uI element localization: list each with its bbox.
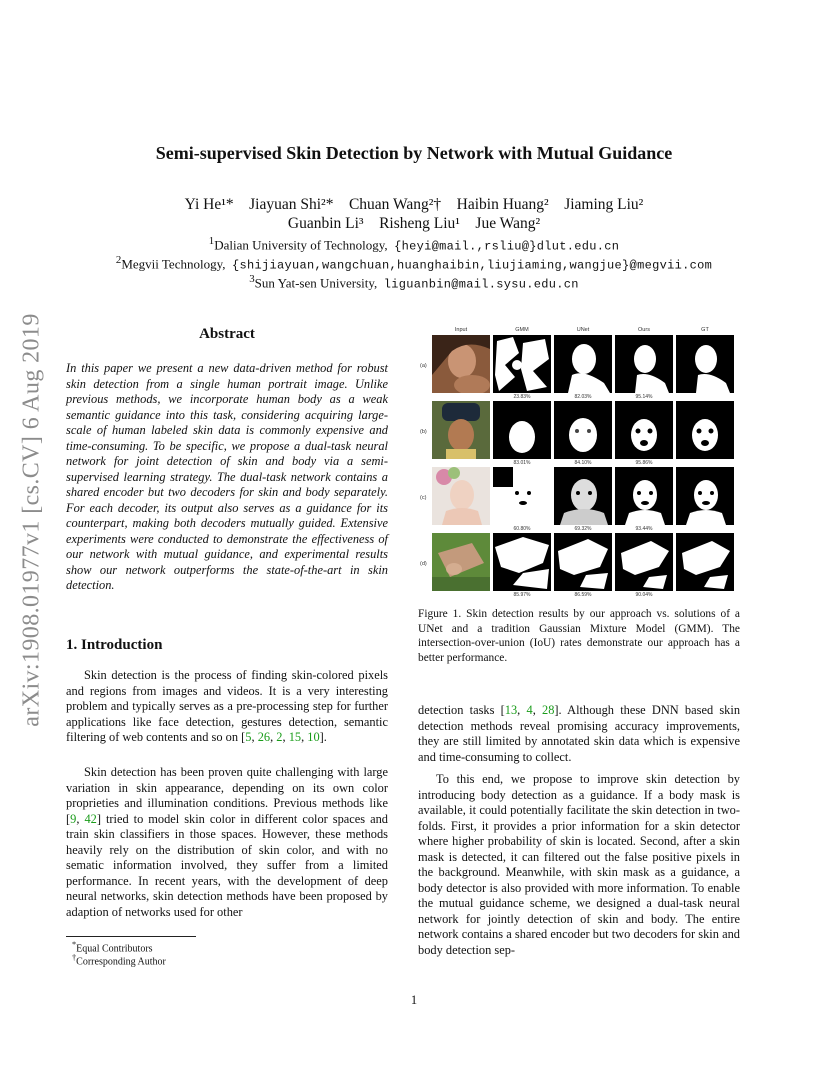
figure-1 (420, 325, 742, 605)
gt-mask (676, 467, 734, 525)
figure-caption: Figure 1. Skin detection results by our approach vs. solutions of a UNet and a tradition Gaussian Mixture Model (GMM). The intersection-over-union (IoU) rates demonstrate our approach has a better performance. (418, 608, 740, 664)
citation-link[interactable]: 10 (307, 730, 320, 744)
intro-paragraph-4: To this end, we propose to improve skin detection by introducing body detection as a guidance. If a body mask is available, it could potentially facilitate the skin detection in two-folds. First, it provides a prior information for a skin detector where higher probability of skin is located. Second, after a skin mask is detected, it can filtered out the false positive pixels in the background. Meanwhile, with skin mask as a guidance, a body detector is also provided with more information. To enable the mutual guidance scheme, we designed a dual-task neural network for jointly detection of skin and body. The entire network contains a shared encoder but two decoders for skin and body detection sep- (418, 772, 740, 957)
gmm-mask (493, 533, 551, 591)
ours-mask (615, 533, 673, 591)
intro-paragraph-2: Skin detection has been proven quite challenging with large variation in skin appearance, depending on its own color proprieties and illumination conditions. Previous methods like [9, 42] tried to model skin color in different color spaces and train skin classifiers in those spaces. However, these methods heavily rely on the distribution of skin color, and with no sematic information involved, they suffer from a limited performance. In recent years, with the development of deep neural networks, skin detection methods have been proposed by adaption of networks used for other (66, 765, 388, 919)
citation-link[interactable]: 5 (245, 730, 252, 744)
ours-mask (615, 335, 673, 393)
gmm-mask (493, 467, 551, 525)
citation-link[interactable]: 4 (526, 703, 533, 717)
iou-value: 84.10% (574, 460, 592, 466)
paragraph-text: ] tried to model skin color in different color spaces and train skin classifiers in those spaces. However, these methods heavily rely on the distribution of skin color, and with no sematic information involved, they suffer from a limited performance. In recent years, with the development of deep neural networks, skin detection methods have been proposed by adaption of networks used for other (66, 811, 388, 919)
iou-value: 95.86% (635, 460, 653, 466)
affiliation-name: Sun Yat-sen University, (254, 275, 378, 291)
iou-value: 82.03% (574, 394, 592, 400)
gt-mask (676, 335, 734, 393)
affiliation-3 (0, 273, 828, 291)
footnote-divider (66, 936, 196, 937)
unet-mask (554, 467, 612, 525)
affiliation-sup: 3 (249, 273, 255, 285)
footnote-text: Corresponding Author (76, 956, 166, 968)
intro-paragraph-3: detection tasks [13, 4, 28]. Although these DNN based skin detection methods reveal promising accuracy improvements, they are still limited by annotated skin data which is expensive and time-consuming to collect. (418, 703, 741, 764)
column-label: UNet (576, 327, 590, 333)
row-label: (a) (420, 363, 427, 369)
footnote-symbol: * (72, 940, 77, 949)
unet-mask (554, 533, 612, 591)
row-label: (b) (420, 429, 427, 435)
input-photo (432, 335, 490, 393)
paper-title: Semi-supervised Skin Detection by Network with Mutual Guidance (155, 143, 673, 163)
abstract-heading: Abstract (199, 326, 255, 342)
iou-value: 95.14% (635, 394, 653, 400)
column-label: Input (454, 327, 468, 333)
row-label: (c) (420, 495, 427, 501)
iou-value: 23.83% (513, 394, 531, 400)
unet-mask (554, 335, 612, 393)
unet-mask (554, 401, 612, 459)
iou-value: 83.01% (513, 460, 531, 466)
paragraph-text: Skin detection has been proven quite challenging with large variation in skin appearance, depending on its own color proprieties and illumination conditions. Previous methods like [ (66, 765, 388, 826)
column-label: GT (701, 327, 709, 333)
affiliation-1 (0, 235, 828, 253)
paragraph-text: ]. Although these DNN based skin detection methods reveal promising accuracy improvements, they are still limited by annotated skin data which is expensive and time-consuming to collect. (418, 703, 741, 764)
iou-value: 69.32% (574, 526, 592, 532)
input-photo (432, 467, 490, 525)
iou-value: 93.44% (635, 526, 653, 532)
citation-link[interactable]: 26 (257, 730, 271, 744)
gt-mask (676, 533, 734, 591)
affiliation-email: {heyi@mail.,rsliu@}dlut.edu.cn (394, 239, 620, 254)
gt-mask (676, 401, 734, 459)
page-number: 1 (410, 993, 418, 1007)
iou-value: 90.04% (635, 592, 653, 598)
iou-value: 86.59% (574, 592, 592, 598)
intro-paragraph-1: Skin detection is the process of finding skin-colored pixels and regions from images and videos. It is a very interesting problem and typically serves as a pre-processing step for further applications like face detection, gestures detection, semantic filtering of web contents and so on [5, 26, 2, 15, 10]. (66, 668, 388, 744)
paragraph-text: ]. (319, 730, 327, 744)
iou-value: 60.80% (513, 526, 531, 532)
gmm-mask (493, 401, 551, 459)
ours-mask (615, 467, 673, 525)
gmm-mask (493, 335, 551, 393)
affiliation-sup: 1 (208, 235, 215, 247)
column-label: GMM (515, 327, 529, 333)
affiliation-name: Dalian University of Technology, (214, 237, 388, 253)
citation-link[interactable]: 9 (70, 811, 77, 826)
citation-link[interactable]: 42 (84, 811, 97, 826)
input-photo (432, 533, 490, 591)
paragraph-text: detection tasks [ (418, 703, 505, 717)
row-label: (d) (420, 561, 427, 567)
affiliation-email: liguanbin@mail.sysu.edu.cn (383, 277, 579, 292)
affiliation-2 (0, 254, 828, 272)
footnote-corresponding-author (72, 953, 166, 967)
abstract-text: In this paper we present a new data-driven method for robust skin detection from a single human portrait image. Unlike previous methods, we incorporate human body as a weak semantic guidance into this task, considering acquiring large-scale of human labeled skin data is commonly expensive and time-consuming. To be specific, we propose a dual-task neural network for joint detection of skin and body via a semi-supervised learning strategy. The dual-task network contains a shared encoder but two decoders for skin and body separately. For each decoder, its output also serves as a guidance for its counterpart, making both decoders mutually guided. Extensive experiments were conducted to demonstrate the effectiveness of our network with mutual guidance, and experimental results show our network outperforms the state-of-the-art in skin detection. (66, 361, 388, 592)
citation-link[interactable]: 13 (504, 703, 518, 717)
arxiv-id: arXiv:1908.01977v1 [cs.CV] 6 Aug 2019 (18, 313, 45, 727)
authors-line-1: Yi He¹* Jiayuan Shi²* Chuan Wang²† Haibin Huang² Jiaming Liu² (184, 196, 644, 213)
citation-link[interactable]: 2 (276, 730, 283, 744)
footnote-symbol: † (72, 953, 77, 962)
section-heading-introduction: 1. Introduction (66, 637, 163, 653)
affiliation-email: {shijiayuan,wangchuan,huanghaibin,liujiaming,wangjue}@megvii.com (232, 258, 713, 273)
citation-link[interactable]: 28 (542, 703, 555, 717)
arxiv-stamp (12, 290, 52, 750)
affiliation-name: Megvii Technology, (121, 256, 226, 272)
authors-line-2: Guanbin Li³ Risheng Liu¹ Jue Wang² (287, 215, 541, 232)
input-photo (432, 401, 490, 459)
paragraph-text: Skin detection is the process of finding skin-colored pixels and regions from images and videos. It is a very interesting problem and typically serves as a pre-processing step for further applications like face detection, gestures detection, semantic filtering of web contents and so on [ (66, 668, 388, 744)
footnote-text: Equal Contributors (76, 943, 153, 955)
affiliation-sup: 2 (115, 254, 122, 266)
iou-value: 85.97% (513, 592, 531, 598)
ours-mask (615, 401, 673, 459)
column-label: Ours (638, 327, 650, 333)
citation-link[interactable]: 15 (288, 730, 302, 744)
